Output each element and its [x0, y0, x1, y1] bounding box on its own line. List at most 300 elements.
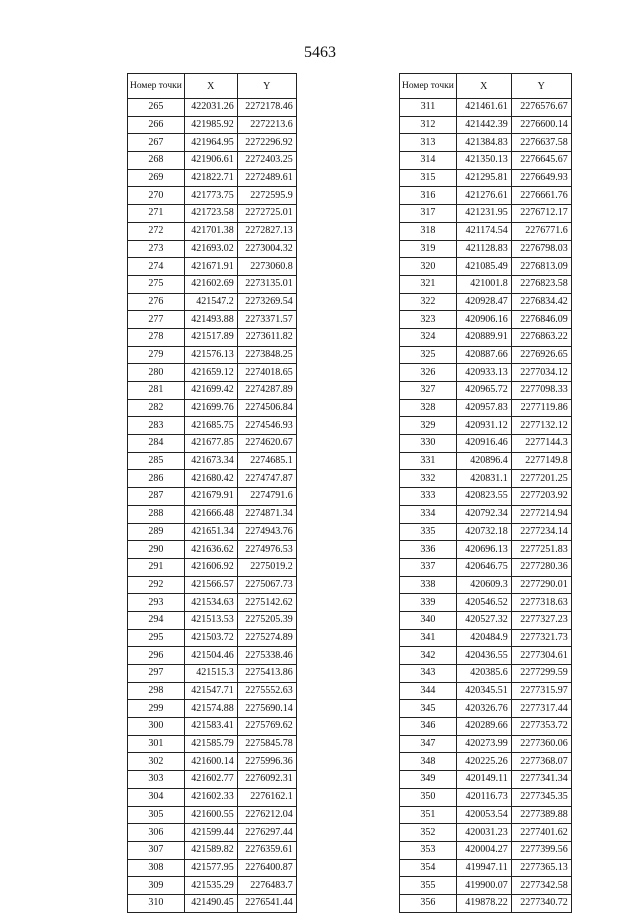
x-coordinate-cell: 420289.66 — [456, 718, 511, 736]
y-coordinate-cell: 2276645.67 — [511, 152, 571, 170]
x-coordinate-cell: 421574.88 — [184, 700, 237, 718]
x-coordinate-cell: 421085.49 — [456, 258, 511, 276]
table-row — [128, 328, 297, 346]
y-coordinate-cell: 2277401.62 — [511, 824, 571, 842]
y-coordinate-cell: 2277280.36 — [511, 558, 571, 576]
x-coordinate-cell: 421599.44 — [184, 824, 237, 842]
point-number-cell: 335 — [400, 523, 457, 541]
x-coordinate-cell: 420696.13 — [456, 541, 511, 559]
y-coordinate-cell: 2275845.78 — [237, 735, 296, 753]
point-number-cell: 332 — [400, 470, 457, 488]
point-number-cell: 308 — [128, 859, 185, 877]
x-coordinate-cell: 421547.71 — [184, 682, 237, 700]
x-coordinate-cell: 421577.95 — [184, 859, 237, 877]
x-coordinate-cell: 419878.22 — [456, 894, 511, 912]
y-coordinate-cell: 2277214.94 — [511, 505, 571, 523]
x-coordinate-cell: 420225.26 — [456, 753, 511, 771]
point-number-cell: 355 — [400, 877, 457, 895]
x-coordinate-cell: 421384.83 — [456, 134, 511, 152]
x-coordinate-cell: 420326.76 — [456, 700, 511, 718]
point-number-cell: 298 — [128, 682, 185, 700]
y-coordinate-cell: 2276712.17 — [511, 205, 571, 223]
point-number-cell: 334 — [400, 505, 457, 523]
point-number-cell: 330 — [400, 435, 457, 453]
point-number-cell: 296 — [128, 647, 185, 665]
point-number-cell: 356 — [400, 894, 457, 912]
table-row — [400, 152, 572, 170]
coordinates-table-left — [127, 73, 297, 913]
table-row — [128, 700, 297, 718]
table-row — [128, 665, 297, 683]
x-coordinate-cell: 421693.02 — [184, 240, 237, 258]
y-coordinate-cell: 2272489.61 — [237, 169, 296, 187]
table-row — [400, 735, 572, 753]
y-coordinate-cell: 2277317.44 — [511, 700, 571, 718]
x-coordinate-cell: 420385.6 — [456, 665, 511, 683]
point-number-cell: 295 — [128, 629, 185, 647]
y-coordinate-cell: 2275769.62 — [237, 718, 296, 736]
x-coordinate-cell: 421671.91 — [184, 258, 237, 276]
table-row — [400, 505, 572, 523]
x-coordinate-cell: 421515.3 — [184, 665, 237, 683]
point-number-cell: 351 — [400, 806, 457, 824]
table-row — [128, 187, 297, 205]
y-coordinate-cell: 2277365.13 — [511, 859, 571, 877]
y-coordinate-cell: 2276359.61 — [237, 841, 296, 859]
x-coordinate-cell: 421699.76 — [184, 399, 237, 417]
y-coordinate-cell: 2277327.23 — [511, 611, 571, 629]
point-number-cell: 280 — [128, 364, 185, 382]
x-coordinate-cell: 420887.66 — [456, 346, 511, 364]
y-coordinate-cell: 2276483.7 — [237, 877, 296, 895]
point-number-cell: 328 — [400, 399, 457, 417]
point-number-cell: 315 — [400, 169, 457, 187]
y-coordinate-cell: 2277234.14 — [511, 523, 571, 541]
y-coordinate-cell: 2276649.93 — [511, 169, 571, 187]
table-row — [400, 894, 572, 912]
x-coordinate-cell: 420906.16 — [456, 311, 511, 329]
point-number-cell: 284 — [128, 435, 185, 453]
x-coordinate-cell: 421295.81 — [456, 169, 511, 187]
point-number-cell: 278 — [128, 328, 185, 346]
y-coordinate-cell: 2277201.25 — [511, 470, 571, 488]
x-coordinate-cell: 420928.47 — [456, 293, 511, 311]
x-coordinate-cell: 421583.41 — [184, 718, 237, 736]
point-number-cell: 277 — [128, 311, 185, 329]
header-x: X — [456, 74, 511, 99]
table-row — [128, 647, 297, 665]
x-coordinate-cell: 420484.9 — [456, 629, 511, 647]
table-row — [400, 824, 572, 842]
y-coordinate-cell: 2276600.14 — [511, 116, 571, 134]
y-coordinate-cell: 2276661.76 — [511, 187, 571, 205]
table-row — [128, 488, 297, 506]
table-row — [128, 753, 297, 771]
x-coordinate-cell: 421636.62 — [184, 541, 237, 559]
y-coordinate-cell: 2275413.86 — [237, 665, 296, 683]
point-number-cell: 303 — [128, 771, 185, 789]
point-number-cell: 289 — [128, 523, 185, 541]
point-number-cell: 311 — [400, 99, 457, 117]
point-number-cell: 324 — [400, 328, 457, 346]
x-coordinate-cell: 421685.75 — [184, 417, 237, 435]
x-coordinate-cell: 419900.07 — [456, 877, 511, 895]
table-row — [128, 399, 297, 417]
table-row — [128, 718, 297, 736]
table-row — [400, 240, 572, 258]
table-row — [400, 169, 572, 187]
point-number-cell: 276 — [128, 293, 185, 311]
table-row — [400, 700, 572, 718]
x-coordinate-cell: 420609.3 — [456, 576, 511, 594]
point-number-cell: 286 — [128, 470, 185, 488]
table-row — [128, 205, 297, 223]
table-row — [128, 116, 297, 134]
table-row — [400, 859, 572, 877]
y-coordinate-cell: 2277368.07 — [511, 753, 571, 771]
point-number-cell: 307 — [128, 841, 185, 859]
y-coordinate-cell: 2277315.97 — [511, 682, 571, 700]
table-row — [128, 682, 297, 700]
point-number-cell: 350 — [400, 788, 457, 806]
point-number-cell: 337 — [400, 558, 457, 576]
y-coordinate-cell: 2274620.67 — [237, 435, 296, 453]
table-row — [128, 452, 297, 470]
x-coordinate-cell: 421906.61 — [184, 152, 237, 170]
table-row — [400, 806, 572, 824]
point-number-cell: 352 — [400, 824, 457, 842]
table-row — [128, 824, 297, 842]
y-coordinate-cell: 2274976.53 — [237, 541, 296, 559]
table-row — [400, 611, 572, 629]
point-number-cell: 287 — [128, 488, 185, 506]
x-coordinate-cell: 421566.57 — [184, 576, 237, 594]
y-coordinate-cell: 2272178.46 — [237, 99, 296, 117]
point-number-cell: 329 — [400, 417, 457, 435]
y-coordinate-cell: 2273004.32 — [237, 240, 296, 258]
y-coordinate-cell: 2274546.93 — [237, 417, 296, 435]
table-header-row — [128, 74, 297, 99]
table-row — [128, 771, 297, 789]
point-number-cell: 310 — [128, 894, 185, 912]
x-coordinate-cell: 421504.46 — [184, 647, 237, 665]
point-number-cell: 319 — [400, 240, 457, 258]
point-number-cell: 327 — [400, 382, 457, 400]
table-row — [400, 558, 572, 576]
table-row — [400, 470, 572, 488]
table-row — [128, 311, 297, 329]
y-coordinate-cell: 2276212.04 — [237, 806, 296, 824]
point-number-cell: 273 — [128, 240, 185, 258]
y-coordinate-cell: 2276576.67 — [511, 99, 571, 117]
x-coordinate-cell: 420646.75 — [456, 558, 511, 576]
point-number-cell: 306 — [128, 824, 185, 842]
table-row — [400, 382, 572, 400]
table-row — [400, 665, 572, 683]
x-coordinate-cell: 421513.53 — [184, 611, 237, 629]
point-number-cell: 282 — [128, 399, 185, 417]
x-coordinate-cell: 421666.48 — [184, 505, 237, 523]
y-coordinate-cell: 2273848.25 — [237, 346, 296, 364]
x-coordinate-cell: 420149.11 — [456, 771, 511, 789]
table-row — [128, 275, 297, 293]
x-coordinate-cell: 421276.61 — [456, 187, 511, 205]
x-coordinate-cell: 421964.95 — [184, 134, 237, 152]
y-coordinate-cell: 2276813.09 — [511, 258, 571, 276]
table-row — [128, 240, 297, 258]
point-number-cell: 331 — [400, 452, 457, 470]
table-row — [400, 877, 572, 895]
point-number-cell: 274 — [128, 258, 185, 276]
table-row — [400, 99, 572, 117]
point-number-cell: 305 — [128, 806, 185, 824]
table-row — [128, 877, 297, 895]
table-row — [400, 435, 572, 453]
table-row — [128, 470, 297, 488]
x-coordinate-cell: 421985.92 — [184, 116, 237, 134]
table-row — [400, 682, 572, 700]
x-coordinate-cell: 420345.51 — [456, 682, 511, 700]
x-coordinate-cell: 419947.11 — [456, 859, 511, 877]
y-coordinate-cell: 2277149.8 — [511, 452, 571, 470]
y-coordinate-cell: 2277304.61 — [511, 647, 571, 665]
point-number-cell: 269 — [128, 169, 185, 187]
y-coordinate-cell: 2274018.65 — [237, 364, 296, 382]
x-coordinate-cell: 420931.12 — [456, 417, 511, 435]
y-coordinate-cell: 2274871.34 — [237, 505, 296, 523]
y-coordinate-cell: 2276771.6 — [511, 222, 571, 240]
y-coordinate-cell: 2276637.58 — [511, 134, 571, 152]
table-row — [400, 258, 572, 276]
point-number-cell: 354 — [400, 859, 457, 877]
x-coordinate-cell: 420436.55 — [456, 647, 511, 665]
y-coordinate-cell: 2275274.89 — [237, 629, 296, 647]
point-number-cell: 309 — [128, 877, 185, 895]
y-coordinate-cell: 2272595.9 — [237, 187, 296, 205]
x-coordinate-cell: 420732.18 — [456, 523, 511, 541]
y-coordinate-cell: 2276834.42 — [511, 293, 571, 311]
x-coordinate-cell: 421701.38 — [184, 222, 237, 240]
y-coordinate-cell: 2276400.87 — [237, 859, 296, 877]
y-coordinate-cell: 2275205.39 — [237, 611, 296, 629]
x-coordinate-cell: 421602.33 — [184, 788, 237, 806]
point-number-cell: 271 — [128, 205, 185, 223]
y-coordinate-cell: 2277290.01 — [511, 576, 571, 594]
x-coordinate-cell: 421503.72 — [184, 629, 237, 647]
header-y: Y — [237, 74, 296, 99]
y-coordinate-cell: 2277340.72 — [511, 894, 571, 912]
y-coordinate-cell: 2277353.72 — [511, 718, 571, 736]
x-coordinate-cell: 420957.83 — [456, 399, 511, 417]
table-row — [400, 134, 572, 152]
y-coordinate-cell: 2277321.73 — [511, 629, 571, 647]
x-coordinate-cell: 420527.32 — [456, 611, 511, 629]
table-row — [400, 647, 572, 665]
y-coordinate-cell: 2272296.92 — [237, 134, 296, 152]
table-row — [400, 771, 572, 789]
table-row — [400, 718, 572, 736]
y-coordinate-cell: 2277251.83 — [511, 541, 571, 559]
y-coordinate-cell: 2276297.44 — [237, 824, 296, 842]
y-coordinate-cell: 2276846.09 — [511, 311, 571, 329]
table-row — [128, 134, 297, 152]
y-coordinate-cell: 2276926.65 — [511, 346, 571, 364]
table-row — [128, 152, 297, 170]
x-coordinate-cell: 421534.63 — [184, 594, 237, 612]
x-coordinate-cell: 421174.54 — [456, 222, 511, 240]
x-coordinate-cell: 421659.12 — [184, 364, 237, 382]
table-row — [400, 523, 572, 541]
point-number-cell: 293 — [128, 594, 185, 612]
table-row — [128, 346, 297, 364]
x-coordinate-cell: 421679.91 — [184, 488, 237, 506]
point-number-cell: 272 — [128, 222, 185, 240]
x-coordinate-cell: 421822.71 — [184, 169, 237, 187]
table-row — [400, 576, 572, 594]
x-coordinate-cell: 421535.29 — [184, 877, 237, 895]
x-coordinate-cell: 421461.61 — [456, 99, 511, 117]
table-row — [128, 576, 297, 594]
table-row — [400, 841, 572, 859]
x-coordinate-cell: 421547.2 — [184, 293, 237, 311]
y-coordinate-cell: 2277389.88 — [511, 806, 571, 824]
y-coordinate-cell: 2273611.82 — [237, 328, 296, 346]
point-number-cell: 318 — [400, 222, 457, 240]
y-coordinate-cell: 2275690.14 — [237, 700, 296, 718]
point-number-cell: 347 — [400, 735, 457, 753]
table-row — [400, 399, 572, 417]
x-coordinate-cell: 421490.45 — [184, 894, 237, 912]
point-number-cell: 348 — [400, 753, 457, 771]
table-row — [128, 435, 297, 453]
x-coordinate-cell: 420933.13 — [456, 364, 511, 382]
point-number-cell: 288 — [128, 505, 185, 523]
y-coordinate-cell: 2276162.1 — [237, 788, 296, 806]
y-coordinate-cell: 2277299.59 — [511, 665, 571, 683]
point-number-cell: 320 — [400, 258, 457, 276]
y-coordinate-cell: 2272827.13 — [237, 222, 296, 240]
x-coordinate-cell: 420831.1 — [456, 470, 511, 488]
y-coordinate-cell: 2277360.06 — [511, 735, 571, 753]
point-number-cell: 321 — [400, 275, 457, 293]
x-coordinate-cell: 421231.95 — [456, 205, 511, 223]
table-row — [400, 346, 572, 364]
x-coordinate-cell: 421602.77 — [184, 771, 237, 789]
point-number-cell: 300 — [128, 718, 185, 736]
x-coordinate-cell: 421699.42 — [184, 382, 237, 400]
y-coordinate-cell: 2274943.76 — [237, 523, 296, 541]
point-number-cell: 326 — [400, 364, 457, 382]
x-coordinate-cell: 421773.75 — [184, 187, 237, 205]
table-row — [128, 258, 297, 276]
point-number-cell: 299 — [128, 700, 185, 718]
point-number-cell: 285 — [128, 452, 185, 470]
x-coordinate-cell: 420792.34 — [456, 505, 511, 523]
x-coordinate-cell: 421651.34 — [184, 523, 237, 541]
x-coordinate-cell: 421606.92 — [184, 558, 237, 576]
point-number-cell: 317 — [400, 205, 457, 223]
y-coordinate-cell: 2277318.63 — [511, 594, 571, 612]
point-number-cell: 339 — [400, 594, 457, 612]
table-row — [400, 629, 572, 647]
y-coordinate-cell: 2277399.56 — [511, 841, 571, 859]
point-number-cell: 297 — [128, 665, 185, 683]
point-number-cell: 266 — [128, 116, 185, 134]
table-row — [128, 222, 297, 240]
x-coordinate-cell: 420889.91 — [456, 328, 511, 346]
point-number-cell: 267 — [128, 134, 185, 152]
table-row — [128, 523, 297, 541]
point-number-cell: 353 — [400, 841, 457, 859]
y-coordinate-cell: 2277342.58 — [511, 877, 571, 895]
x-coordinate-cell: 420053.54 — [456, 806, 511, 824]
coordinates-table-right — [399, 73, 572, 913]
x-coordinate-cell: 422031.26 — [184, 99, 237, 117]
table-header-row — [400, 74, 572, 99]
y-coordinate-cell: 2276798.03 — [511, 240, 571, 258]
point-number-cell: 338 — [400, 576, 457, 594]
point-number-cell: 302 — [128, 753, 185, 771]
y-coordinate-cell: 2272725.01 — [237, 205, 296, 223]
point-number-cell: 275 — [128, 275, 185, 293]
y-coordinate-cell: 2277144.3 — [511, 435, 571, 453]
y-coordinate-cell: 2275019.2 — [237, 558, 296, 576]
table-row — [400, 753, 572, 771]
y-coordinate-cell: 2275338.46 — [237, 647, 296, 665]
y-coordinate-cell: 2273135.01 — [237, 275, 296, 293]
point-number-cell: 312 — [400, 116, 457, 134]
table-row — [128, 806, 297, 824]
x-coordinate-cell: 421517.89 — [184, 328, 237, 346]
header-point-number: Номер точки — [400, 74, 457, 99]
point-number-cell: 345 — [400, 700, 457, 718]
table-row — [128, 594, 297, 612]
table-row — [400, 311, 572, 329]
point-number-cell: 290 — [128, 541, 185, 559]
x-coordinate-cell: 421350.13 — [456, 152, 511, 170]
point-number-cell: 281 — [128, 382, 185, 400]
table-row — [400, 293, 572, 311]
table-row — [400, 275, 572, 293]
header-x: X — [184, 74, 237, 99]
point-number-cell: 333 — [400, 488, 457, 506]
y-coordinate-cell: 2275552.63 — [237, 682, 296, 700]
point-number-cell: 336 — [400, 541, 457, 559]
table-row — [400, 364, 572, 382]
point-number-cell: 344 — [400, 682, 457, 700]
table-body-left — [128, 99, 297, 913]
x-coordinate-cell: 420116.73 — [456, 788, 511, 806]
table-row — [400, 452, 572, 470]
y-coordinate-cell: 2275067.73 — [237, 576, 296, 594]
table-body-right — [400, 99, 572, 913]
y-coordinate-cell: 2273060.8 — [237, 258, 296, 276]
y-coordinate-cell: 2273371.57 — [237, 311, 296, 329]
x-coordinate-cell: 421600.14 — [184, 753, 237, 771]
table-row — [128, 788, 297, 806]
x-coordinate-cell: 421001.8 — [456, 275, 511, 293]
y-coordinate-cell: 2275142.62 — [237, 594, 296, 612]
x-coordinate-cell: 420031.23 — [456, 824, 511, 842]
table-row — [128, 99, 297, 117]
table-row — [400, 488, 572, 506]
table-row — [400, 594, 572, 612]
table-row — [128, 894, 297, 912]
header-y: Y — [511, 74, 571, 99]
y-coordinate-cell: 2277098.33 — [511, 382, 571, 400]
table-row — [400, 116, 572, 134]
page-number: 5463 — [304, 44, 336, 61]
